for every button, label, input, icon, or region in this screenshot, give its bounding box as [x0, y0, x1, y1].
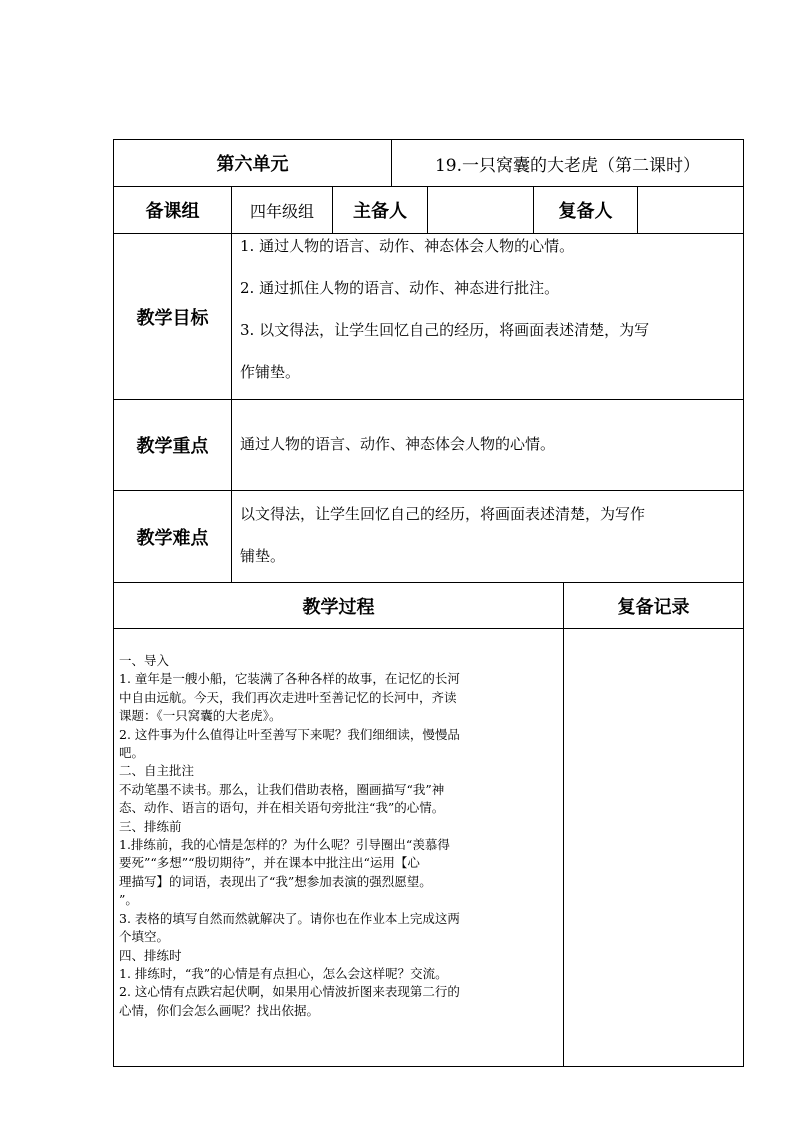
table-border-bottom: [113, 1066, 744, 1067]
process-line: 中自由远航。今天，我们再次走进叶至善记忆的长河中，齐读: [119, 689, 457, 705]
process-line: 心情，你们会怎么画呢？找出依据。: [119, 1002, 320, 1018]
process-line: 理描写】的词语，表现出了“我”想参加表演的强烈愿望。: [119, 873, 432, 889]
objectives-list: [240, 236, 740, 383]
lead-teacher-label: 主备人: [353, 201, 407, 222]
process-line: 课题：《一只窝囊的大老虎》。: [119, 708, 282, 724]
process-line: 四、排练时: [119, 947, 182, 963]
objective-item: 3. 以文得法，让学生回忆自己的经历，将画面表述清楚，为写: [240, 321, 650, 339]
process-line: 三、排练前: [119, 818, 182, 834]
process-line: 态、动作、语言的语句，并在相关语句旁批注“我”的心情。: [119, 800, 445, 816]
objective-item: 2. 通过抓住人物的语言、动作、神态进行批注。: [240, 279, 560, 297]
prep-group-label: 备课组: [145, 201, 200, 222]
process-line: 1. 排练时，“我”的心情是有点担心，怎么会这样呢？交流。: [119, 965, 448, 981]
difficulties-text: [240, 504, 740, 567]
prep-group-value: 四年级组: [249, 201, 314, 221]
process-line: 一、导入: [119, 653, 170, 668]
process-line: 2. 这心情有点跌宕起伏啊，如果用心情波折图来表现第二行的: [119, 984, 460, 1000]
table-line-row6: [113, 628, 744, 629]
lesson-title-cell: 19.一只窝囊的大老虎（第二课时）: [434, 155, 701, 176]
review-record-label: 复备记录: [617, 596, 690, 618]
process-line: ”。: [119, 892, 138, 908]
lead-teacher-value: [428, 187, 533, 233]
process-line: 1.排练前，我的心情是怎样的？为什么呢？引导圈出“羡慕得: [119, 837, 450, 853]
objectives-label: 教学目标: [136, 307, 209, 329]
process-line: 个填空。: [119, 929, 170, 945]
difficulties-line: 以文得法，让学生回忆自己的经历，将画面表述清楚，为写作: [240, 505, 646, 523]
process-line: 要死”“多想”“殷切期待”，并在课本中批注出“运用【心: [119, 855, 420, 871]
process-line: 2. 这件事为什么值得让叶至善写下来呢？我们细细读，慢慢品: [119, 726, 460, 742]
objective-item: 作铺垫。: [240, 363, 301, 381]
review-teacher-value: [638, 187, 743, 233]
key-points-label: 教学重点: [136, 436, 209, 457]
process-line: 1. 童年是一艘小船，它装满了各种各样的故事，在记忆的长河: [119, 671, 460, 687]
difficulties-label: 教学难点: [136, 527, 209, 549]
difficulties-line: 铺垫。: [240, 547, 286, 565]
objective-item: 1. 通过人物的语言、动作、神态体会人物的心情。: [240, 237, 575, 255]
table-line-col-a: [231, 186, 232, 582]
process-line: 吧。: [119, 745, 145, 761]
process-line: 不动笔墨不读书。那么，让我们借助表格，圈画描写“我”神: [119, 781, 445, 797]
table-line-col-process: [563, 582, 564, 1067]
table-border-right: [743, 139, 744, 1067]
unit-cell: 第六单元: [216, 154, 289, 175]
key-points-text: 通过人物的语言、动作、神态体会人物的心情。: [240, 435, 556, 453]
review-teacher-label: 复备人: [558, 201, 613, 222]
process-label: 教学过程: [302, 596, 375, 618]
process-line: 二、自主批注: [119, 763, 195, 779]
process-line: 3. 表格的填写自然而然就解决了。请你也在作业本上完成这两: [119, 910, 460, 926]
process-content: [119, 652, 559, 1020]
